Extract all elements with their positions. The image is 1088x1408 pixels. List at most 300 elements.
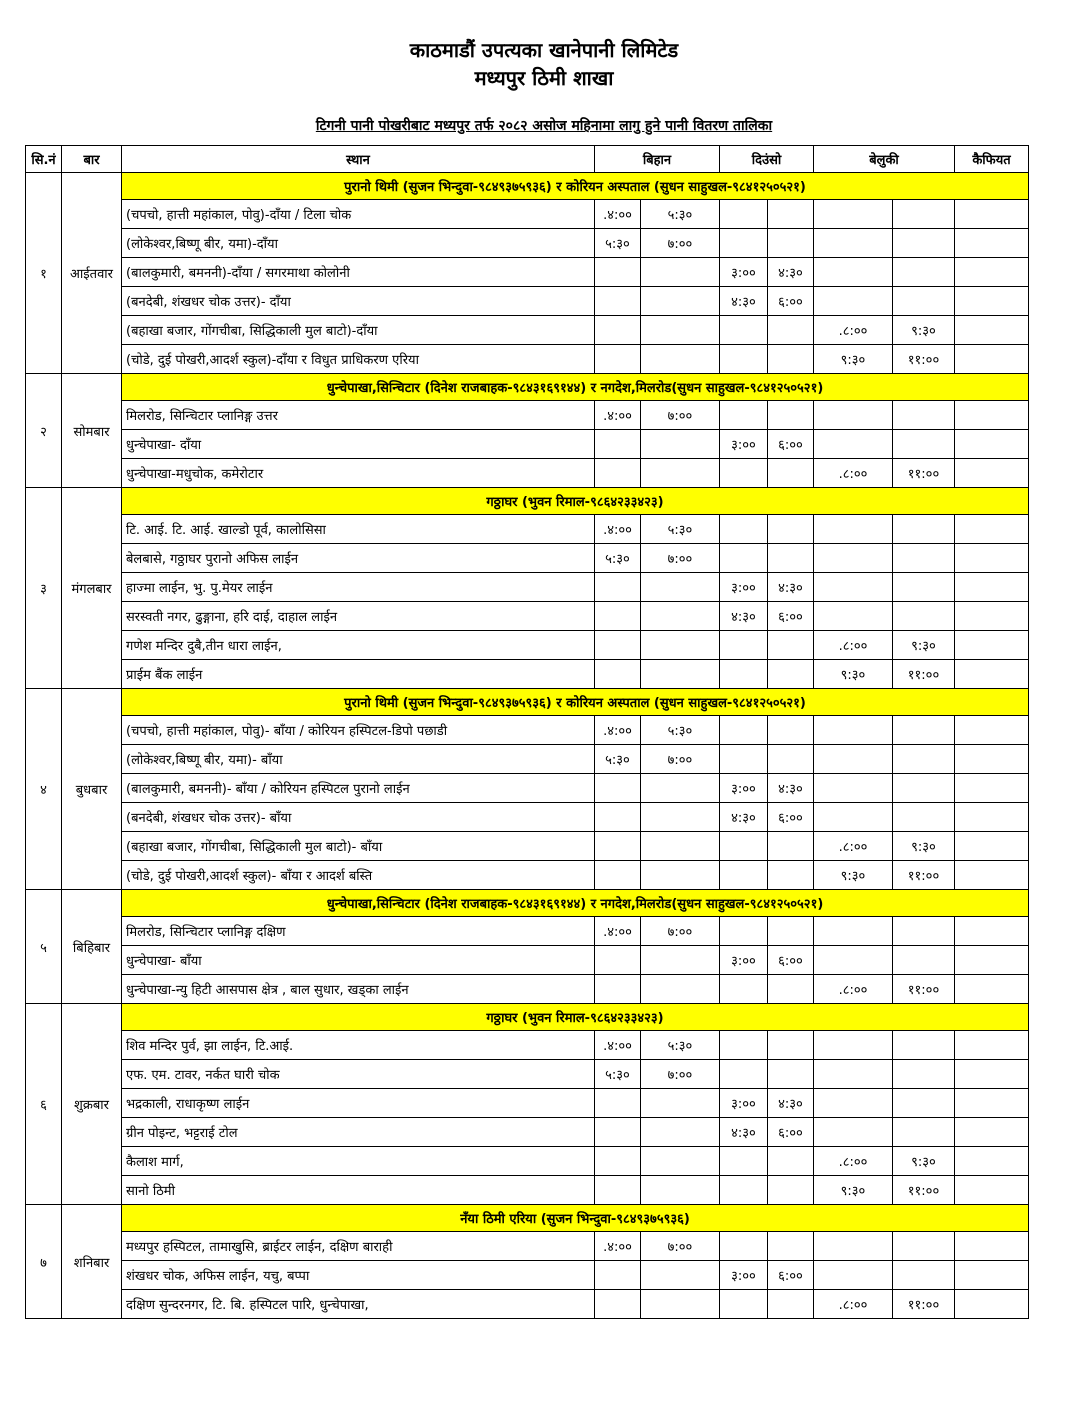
evening-end-cell — [893, 200, 955, 229]
daytime-start-cell: ४:३० — [720, 287, 768, 316]
daytime-start-cell — [720, 1147, 768, 1176]
evening-end-cell — [893, 544, 955, 573]
day-group-row — [26, 1205, 1029, 1232]
evening-start-cell — [814, 917, 893, 946]
evening-end-cell — [893, 515, 955, 544]
area-group-header: गठ्ठाघर (भुवन रिमाल-९८६४२३३४२३) — [122, 488, 1029, 515]
evening-end-cell: ११:०० — [893, 861, 955, 890]
location-cell: (चपचो, हात्ती महांकाल, पोवु)- बाँया / कोरियन हस्पिटल-डिपो पछाडी — [122, 716, 595, 745]
morning-start-cell — [595, 258, 641, 287]
morning-end-cell — [641, 602, 720, 631]
daytime-end-cell — [768, 544, 814, 573]
morning-end-cell: ७:०० — [641, 544, 720, 573]
header-location: स्थान — [122, 146, 595, 173]
evening-start-cell: .८:०० — [814, 975, 893, 1004]
table-row — [26, 774, 1029, 803]
table-row — [26, 573, 1029, 602]
header-evening: बेलुकी — [814, 146, 955, 173]
morning-end-cell: ७:०० — [641, 1232, 720, 1261]
location-cell: हाज्मा लाईन, भु. पु.मेयर लाईन — [122, 573, 595, 602]
daytime-end-cell — [768, 660, 814, 689]
location-cell: (बहाखा बजार, गोंगचीबा, सिद्धिकाली मुल बाटो)-दाँया — [122, 316, 595, 345]
remarks-cell — [955, 459, 1029, 488]
morning-end-cell — [641, 832, 720, 861]
daytime-start-cell — [720, 1031, 768, 1060]
morning-start-cell — [595, 774, 641, 803]
daytime-end-cell: ६:०० — [768, 1261, 814, 1290]
remarks-cell — [955, 316, 1029, 345]
daytime-start-cell: ३:०० — [720, 573, 768, 602]
day-serial-number: ४ — [26, 689, 62, 890]
day-name: बिहिबार — [62, 890, 122, 1004]
branch-name: मध्यपुर ठिमी शाखा — [474, 66, 614, 90]
table-header-row — [26, 146, 1029, 173]
table-row — [26, 803, 1029, 832]
morning-start-cell — [595, 345, 641, 374]
remarks-cell — [955, 832, 1029, 861]
location-cell: (चोडे, दुई पोखरी,आदर्श स्कुल)- बाँया र आदर्श बस्ति — [122, 861, 595, 890]
table-row — [26, 287, 1029, 316]
remarks-cell — [955, 660, 1029, 689]
daytime-start-cell — [720, 200, 768, 229]
daytime-start-cell — [720, 660, 768, 689]
daytime-end-cell — [768, 975, 814, 1004]
table-row — [26, 602, 1029, 631]
morning-end-cell: ५:३० — [641, 716, 720, 745]
location-cell: सानो ठिमी — [122, 1176, 595, 1205]
day-serial-number: २ — [26, 374, 62, 488]
evening-start-cell — [814, 803, 893, 832]
daytime-start-cell: ३:०० — [720, 1261, 768, 1290]
daytime-end-cell: ६:०० — [768, 602, 814, 631]
daytime-start-cell — [720, 832, 768, 861]
table-row — [26, 631, 1029, 660]
table-row — [26, 515, 1029, 544]
morning-end-cell — [641, 1118, 720, 1147]
evening-end-cell — [893, 1232, 955, 1261]
table-row — [26, 745, 1029, 774]
daytime-start-cell: ४:३० — [720, 803, 768, 832]
daytime-end-cell — [768, 832, 814, 861]
day-group-row — [26, 173, 1029, 200]
daytime-start-cell — [720, 1290, 768, 1319]
table-row — [26, 1031, 1029, 1060]
evening-end-cell — [893, 1118, 955, 1147]
location-cell: एफ. एम. टावर, नर्कत घारी चोक — [122, 1060, 595, 1089]
table-row — [26, 1118, 1029, 1147]
morning-end-cell: ५:३० — [641, 515, 720, 544]
morning-end-cell — [641, 1290, 720, 1319]
daytime-end-cell: ४:३० — [768, 573, 814, 602]
evening-end-cell — [893, 1261, 955, 1290]
location-cell: प्राईम बैंक लाईन — [122, 660, 595, 689]
morning-start-cell — [595, 602, 641, 631]
location-cell: धुन्चेपाखा- दाँया — [122, 430, 595, 459]
table-row — [26, 316, 1029, 345]
day-name: सोमबार — [62, 374, 122, 488]
header-daytime: दिउंसो — [720, 146, 814, 173]
morning-end-cell: ७:०० — [641, 401, 720, 430]
evening-start-cell: .८:०० — [814, 316, 893, 345]
location-cell: बेलबासे, गठ्ठाघर पुरानो अफिस लाईन — [122, 544, 595, 573]
morning-start-cell: ५:३० — [595, 229, 641, 258]
header-day: बार — [62, 146, 122, 173]
morning-start-cell: ५:३० — [595, 544, 641, 573]
evening-end-cell — [893, 1031, 955, 1060]
morning-start-cell: .४:०० — [595, 200, 641, 229]
location-cell: (बनदेबी, शंखधर चोक उत्तर)- दाँया — [122, 287, 595, 316]
day-group-row — [26, 1004, 1029, 1031]
table-row — [26, 1261, 1029, 1290]
location-cell: दक्षिण सुन्दरनगर, टि. बि. हस्पिटल पारि, धुन्चेपाखा, — [122, 1290, 595, 1319]
evening-start-cell — [814, 515, 893, 544]
remarks-cell — [955, 1060, 1029, 1089]
daytime-start-cell — [720, 459, 768, 488]
day-name: बुधबार — [62, 689, 122, 890]
morning-end-cell: ७:०० — [641, 745, 720, 774]
location-cell: (चोडे, दुई पोखरी,आदर्श स्कुल)-दाँया र विधुत प्राधिकरण एरिया — [122, 345, 595, 374]
daytime-start-cell — [720, 861, 768, 890]
morning-start-cell — [595, 316, 641, 345]
morning-end-cell — [641, 1176, 720, 1205]
daytime-start-cell — [720, 631, 768, 660]
morning-start-cell: .४:०० — [595, 1232, 641, 1261]
morning-start-cell: .४:०० — [595, 716, 641, 745]
daytime-start-cell: ३:०० — [720, 1089, 768, 1118]
evening-start-cell — [814, 229, 893, 258]
location-cell: शंखधर चोक, अफिस लाईन, यचु, बप्पा — [122, 1261, 595, 1290]
morning-end-cell — [641, 861, 720, 890]
area-group-header: नँया ठिमी एरिया (सुजन भिन्दुवा-९८४९३७५९३६) — [122, 1205, 1029, 1232]
day-serial-number: ७ — [26, 1205, 62, 1319]
evening-start-cell — [814, 544, 893, 573]
remarks-cell — [955, 229, 1029, 258]
remarks-cell — [955, 1089, 1029, 1118]
daytime-start-cell — [720, 515, 768, 544]
daytime-start-cell — [720, 975, 768, 1004]
remarks-cell — [955, 1147, 1029, 1176]
table-row — [26, 1147, 1029, 1176]
morning-start-cell: .४:०० — [595, 401, 641, 430]
evening-start-cell: .८:०० — [814, 1290, 893, 1319]
evening-start-cell — [814, 716, 893, 745]
evening-start-cell — [814, 258, 893, 287]
morning-end-cell — [641, 345, 720, 374]
daytime-start-cell — [720, 316, 768, 345]
evening-start-cell: .८:०० — [814, 459, 893, 488]
day-name: आईतवार — [62, 173, 122, 374]
evening-start-cell — [814, 774, 893, 803]
morning-end-cell — [641, 258, 720, 287]
remarks-cell — [955, 200, 1029, 229]
daytime-start-cell — [720, 345, 768, 374]
daytime-end-cell — [768, 631, 814, 660]
evening-start-cell — [814, 573, 893, 602]
daytime-end-cell: ४:३० — [768, 258, 814, 287]
location-cell: धुन्चेपाखा-मधुचोक, कमेरोटार — [122, 459, 595, 488]
daytime-start-cell — [720, 716, 768, 745]
table-row — [26, 1232, 1029, 1261]
morning-start-cell — [595, 459, 641, 488]
daytime-end-cell: ४:३० — [768, 1089, 814, 1118]
location-cell: शिव मन्दिर पुर्व, झा लाईन, टि.आई. — [122, 1031, 595, 1060]
morning-start-cell — [595, 430, 641, 459]
table-row — [26, 832, 1029, 861]
document-subtitle: टिगनी पानी पोखरीबाट मध्यपुर तर्फ २०८२ असोज महिनामा लागु हुने पानी वितरण तालिका — [315, 118, 773, 134]
table-row — [26, 401, 1029, 430]
evening-end-cell: ११:०० — [893, 975, 955, 1004]
morning-start-cell — [595, 1118, 641, 1147]
location-cell: (बहाखा बजार, गोंगचीबा, सिद्धिकाली मुल बाटो)- बाँया — [122, 832, 595, 861]
area-group-header: पुरानो थिमी (सुजन भिन्दुवा-९८४९३७५९३६) र कोरियन अस्पताल (सुधन साहुखल-९८४१२५०५२१) — [122, 173, 1029, 200]
day-group-row — [26, 689, 1029, 716]
area-group-header: पुरानो थिमी (सुजन भिन्दुवा-९८४९३७५९३६) र कोरियन अस्पताल (सुधन साहुखल-९८४१२५०५२१) — [122, 689, 1029, 716]
evening-end-cell — [893, 716, 955, 745]
daytime-end-cell — [768, 1176, 814, 1205]
daytime-start-cell — [720, 1232, 768, 1261]
location-cell: (चपचो, हात्ती महांकाल, पोवु)-दाँया / टिला चोक — [122, 200, 595, 229]
table-row — [26, 1176, 1029, 1205]
morning-start-cell — [595, 1290, 641, 1319]
morning-start-cell — [595, 1147, 641, 1176]
daytime-end-cell — [768, 1232, 814, 1261]
morning-end-cell: ५:३० — [641, 1031, 720, 1060]
daytime-end-cell — [768, 917, 814, 946]
daytime-end-cell — [768, 200, 814, 229]
table-row — [26, 1089, 1029, 1118]
location-cell: टि. आई. टि. आई. खाल्डो पूर्व, कालोसिसा — [122, 515, 595, 544]
location-cell: (बालकुमारी, बमननी)- बाँया / कोरियन हस्पिटल पुरानो लाईन — [122, 774, 595, 803]
morning-start-cell — [595, 803, 641, 832]
morning-end-cell — [641, 1089, 720, 1118]
remarks-cell — [955, 345, 1029, 374]
morning-start-cell — [595, 1261, 641, 1290]
morning-start-cell — [595, 1176, 641, 1205]
remarks-cell — [955, 430, 1029, 459]
morning-end-cell — [641, 573, 720, 602]
day-serial-number: ५ — [26, 890, 62, 1004]
evening-start-cell — [814, 1060, 893, 1089]
location-cell: मिलरोड, सिन्चिटार प्लानिङ्ग दक्षिण — [122, 917, 595, 946]
remarks-cell — [955, 716, 1029, 745]
morning-end-cell — [641, 1261, 720, 1290]
evening-start-cell — [814, 1089, 893, 1118]
location-cell: (लोकेश्वर,बिष्णू बीर, यमा)- बाँया — [122, 745, 595, 774]
evening-end-cell — [893, 401, 955, 430]
morning-start-cell: .४:०० — [595, 515, 641, 544]
evening-end-cell: ९:३० — [893, 1147, 955, 1176]
evening-end-cell — [893, 774, 955, 803]
daytime-start-cell — [720, 745, 768, 774]
table-row — [26, 345, 1029, 374]
evening-end-cell: ११:०० — [893, 1176, 955, 1205]
daytime-start-cell — [720, 1176, 768, 1205]
table-row — [26, 861, 1029, 890]
evening-end-cell: ११:०० — [893, 660, 955, 689]
evening-end-cell: ९:३० — [893, 631, 955, 660]
morning-end-cell — [641, 287, 720, 316]
evening-end-cell — [893, 1089, 955, 1118]
evening-start-cell — [814, 401, 893, 430]
table-row — [26, 975, 1029, 1004]
daytime-end-cell — [768, 316, 814, 345]
morning-end-cell — [641, 631, 720, 660]
table-row — [26, 200, 1029, 229]
area-group-header: धुन्चेपाखा,सिन्चिटार (दिनेश राजबाहक-९८४३१६९१४४) र नगदेश,मिलरोड(सुधन साहुखल-९८४१२५०५२१) — [122, 890, 1029, 917]
daytime-start-cell — [720, 544, 768, 573]
location-cell: (बालकुमारी, बमननी)-दाँया / सगरमाथा कोलोनी — [122, 258, 595, 287]
location-cell: ग्रीन पोइन्ट, भट्टराई टोल — [122, 1118, 595, 1147]
evening-end-cell — [893, 573, 955, 602]
day-serial-number: १ — [26, 173, 62, 374]
evening-start-cell — [814, 745, 893, 774]
evening-start-cell — [814, 1031, 893, 1060]
morning-start-cell — [595, 832, 641, 861]
remarks-cell — [955, 745, 1029, 774]
location-cell: भद्रकाली, राधाकृष्ण लाईन — [122, 1089, 595, 1118]
evening-end-cell — [893, 229, 955, 258]
location-cell: (बनदेबी, शंखधर चोक उत्तर)- बाँया — [122, 803, 595, 832]
daytime-start-cell — [720, 401, 768, 430]
remarks-cell — [955, 515, 1029, 544]
daytime-end-cell — [768, 401, 814, 430]
location-cell: धुन्चेपाखा- बाँया — [122, 946, 595, 975]
daytime-start-cell: ३:०० — [720, 258, 768, 287]
morning-start-cell: ५:३० — [595, 745, 641, 774]
org-name: काठमाडौं उपत्यका खानेपानी लिमिटेड — [409, 38, 679, 62]
remarks-cell — [955, 287, 1029, 316]
daytime-end-cell — [768, 1290, 814, 1319]
daytime-end-cell — [768, 1147, 814, 1176]
evening-end-cell — [893, 946, 955, 975]
evening-start-cell: .८:०० — [814, 1147, 893, 1176]
day-name: शुक्रबार — [62, 1004, 122, 1205]
morning-end-cell — [641, 803, 720, 832]
evening-start-cell — [814, 430, 893, 459]
morning-start-cell — [595, 946, 641, 975]
evening-start-cell — [814, 946, 893, 975]
evening-start-cell — [814, 602, 893, 631]
day-name: शनिबार — [62, 1205, 122, 1319]
header-sn: सि.नं — [26, 146, 62, 173]
remarks-cell — [955, 975, 1029, 1004]
location-cell: कैलाश मार्ग, — [122, 1147, 595, 1176]
morning-end-cell: ७:०० — [641, 229, 720, 258]
location-cell: मध्यपुर हस्पिटल, तामाखुसि, ब्राईटर लाईन, दक्षिण बाराही — [122, 1232, 595, 1261]
table-row — [26, 660, 1029, 689]
evening-start-cell — [814, 1261, 893, 1290]
daytime-end-cell: ६:०० — [768, 430, 814, 459]
daytime-start-cell: ३:०० — [720, 430, 768, 459]
evening-end-cell — [893, 803, 955, 832]
distribution-schedule-table — [25, 145, 1029, 1319]
remarks-cell — [955, 1118, 1029, 1147]
remarks-cell — [955, 631, 1029, 660]
evening-end-cell — [893, 287, 955, 316]
day-serial-number: ६ — [26, 1004, 62, 1205]
daytime-end-cell — [768, 515, 814, 544]
evening-end-cell: ११:०० — [893, 459, 955, 488]
evening-start-cell: .८:०० — [814, 631, 893, 660]
daytime-end-cell — [768, 1031, 814, 1060]
area-group-header: गठ्ठाघर (भुवन रिमाल-९८६४२३३४२३) — [122, 1004, 1029, 1031]
daytime-end-cell: ६:०० — [768, 287, 814, 316]
evening-end-cell: ११:०० — [893, 1290, 955, 1319]
daytime-start-cell — [720, 917, 768, 946]
morning-end-cell — [641, 946, 720, 975]
evening-end-cell: ९:३० — [893, 316, 955, 345]
remarks-cell — [955, 946, 1029, 975]
remarks-cell — [955, 1176, 1029, 1205]
morning-start-cell: .४:०० — [595, 917, 641, 946]
table-row — [26, 716, 1029, 745]
area-group-header: धुन्चेपाखा,सिन्चिटार (दिनेश राजबाहक-९८४३१६९१४४) र नगदेश,मिलरोड(सुधन साहुखल-९८४१२५०५२१) — [122, 374, 1029, 401]
evening-start-cell: ९:३० — [814, 1176, 893, 1205]
morning-start-cell — [595, 287, 641, 316]
daytime-start-cell: ४:३० — [720, 602, 768, 631]
header-morning: बिहान — [595, 146, 720, 173]
morning-start-cell — [595, 861, 641, 890]
evening-start-cell: ९:३० — [814, 345, 893, 374]
remarks-cell — [955, 1232, 1029, 1261]
table-row — [26, 258, 1029, 287]
morning-end-cell — [641, 660, 720, 689]
daytime-start-cell: ३:०० — [720, 774, 768, 803]
morning-end-cell — [641, 975, 720, 1004]
morning-end-cell: ५:३० — [641, 200, 720, 229]
table-row — [26, 917, 1029, 946]
daytime-end-cell: ४:३० — [768, 774, 814, 803]
remarks-cell — [955, 1290, 1029, 1319]
table-row — [26, 946, 1029, 975]
evening-end-cell — [893, 1060, 955, 1089]
evening-end-cell — [893, 430, 955, 459]
evening-end-cell: ९:३० — [893, 832, 955, 861]
remarks-cell — [955, 401, 1029, 430]
morning-end-cell — [641, 430, 720, 459]
evening-end-cell — [893, 258, 955, 287]
morning-start-cell: ५:३० — [595, 1060, 641, 1089]
remarks-cell — [955, 861, 1029, 890]
remarks-cell — [955, 602, 1029, 631]
daytime-end-cell — [768, 745, 814, 774]
evening-end-cell — [893, 917, 955, 946]
remarks-cell — [955, 1261, 1029, 1290]
location-cell: धुन्चेपाखा-न्यु हिटी आसपास क्षेत्र , बाल सुधार, खड्का लाईन — [122, 975, 595, 1004]
location-cell: सरस्वती नगर, ढुङ्गाना, हरि दाई, दाहाल लाईन — [122, 602, 595, 631]
table-row — [26, 544, 1029, 573]
evening-start-cell — [814, 1118, 893, 1147]
evening-start-cell: ९:३० — [814, 861, 893, 890]
morning-end-cell: ७:०० — [641, 917, 720, 946]
day-name: मंगलबार — [62, 488, 122, 689]
daytime-end-cell: ६:०० — [768, 1118, 814, 1147]
morning-start-cell — [595, 975, 641, 1004]
morning-end-cell — [641, 316, 720, 345]
evening-start-cell: .८:०० — [814, 832, 893, 861]
remarks-cell — [955, 803, 1029, 832]
evening-start-cell — [814, 1232, 893, 1261]
morning-start-cell — [595, 573, 641, 602]
daytime-start-cell: ३:०० — [720, 946, 768, 975]
evening-end-cell: ११:०० — [893, 345, 955, 374]
day-group-row — [26, 488, 1029, 515]
morning-end-cell — [641, 1147, 720, 1176]
evening-start-cell — [814, 287, 893, 316]
morning-start-cell — [595, 660, 641, 689]
daytime-end-cell — [768, 459, 814, 488]
daytime-start-cell — [720, 1060, 768, 1089]
